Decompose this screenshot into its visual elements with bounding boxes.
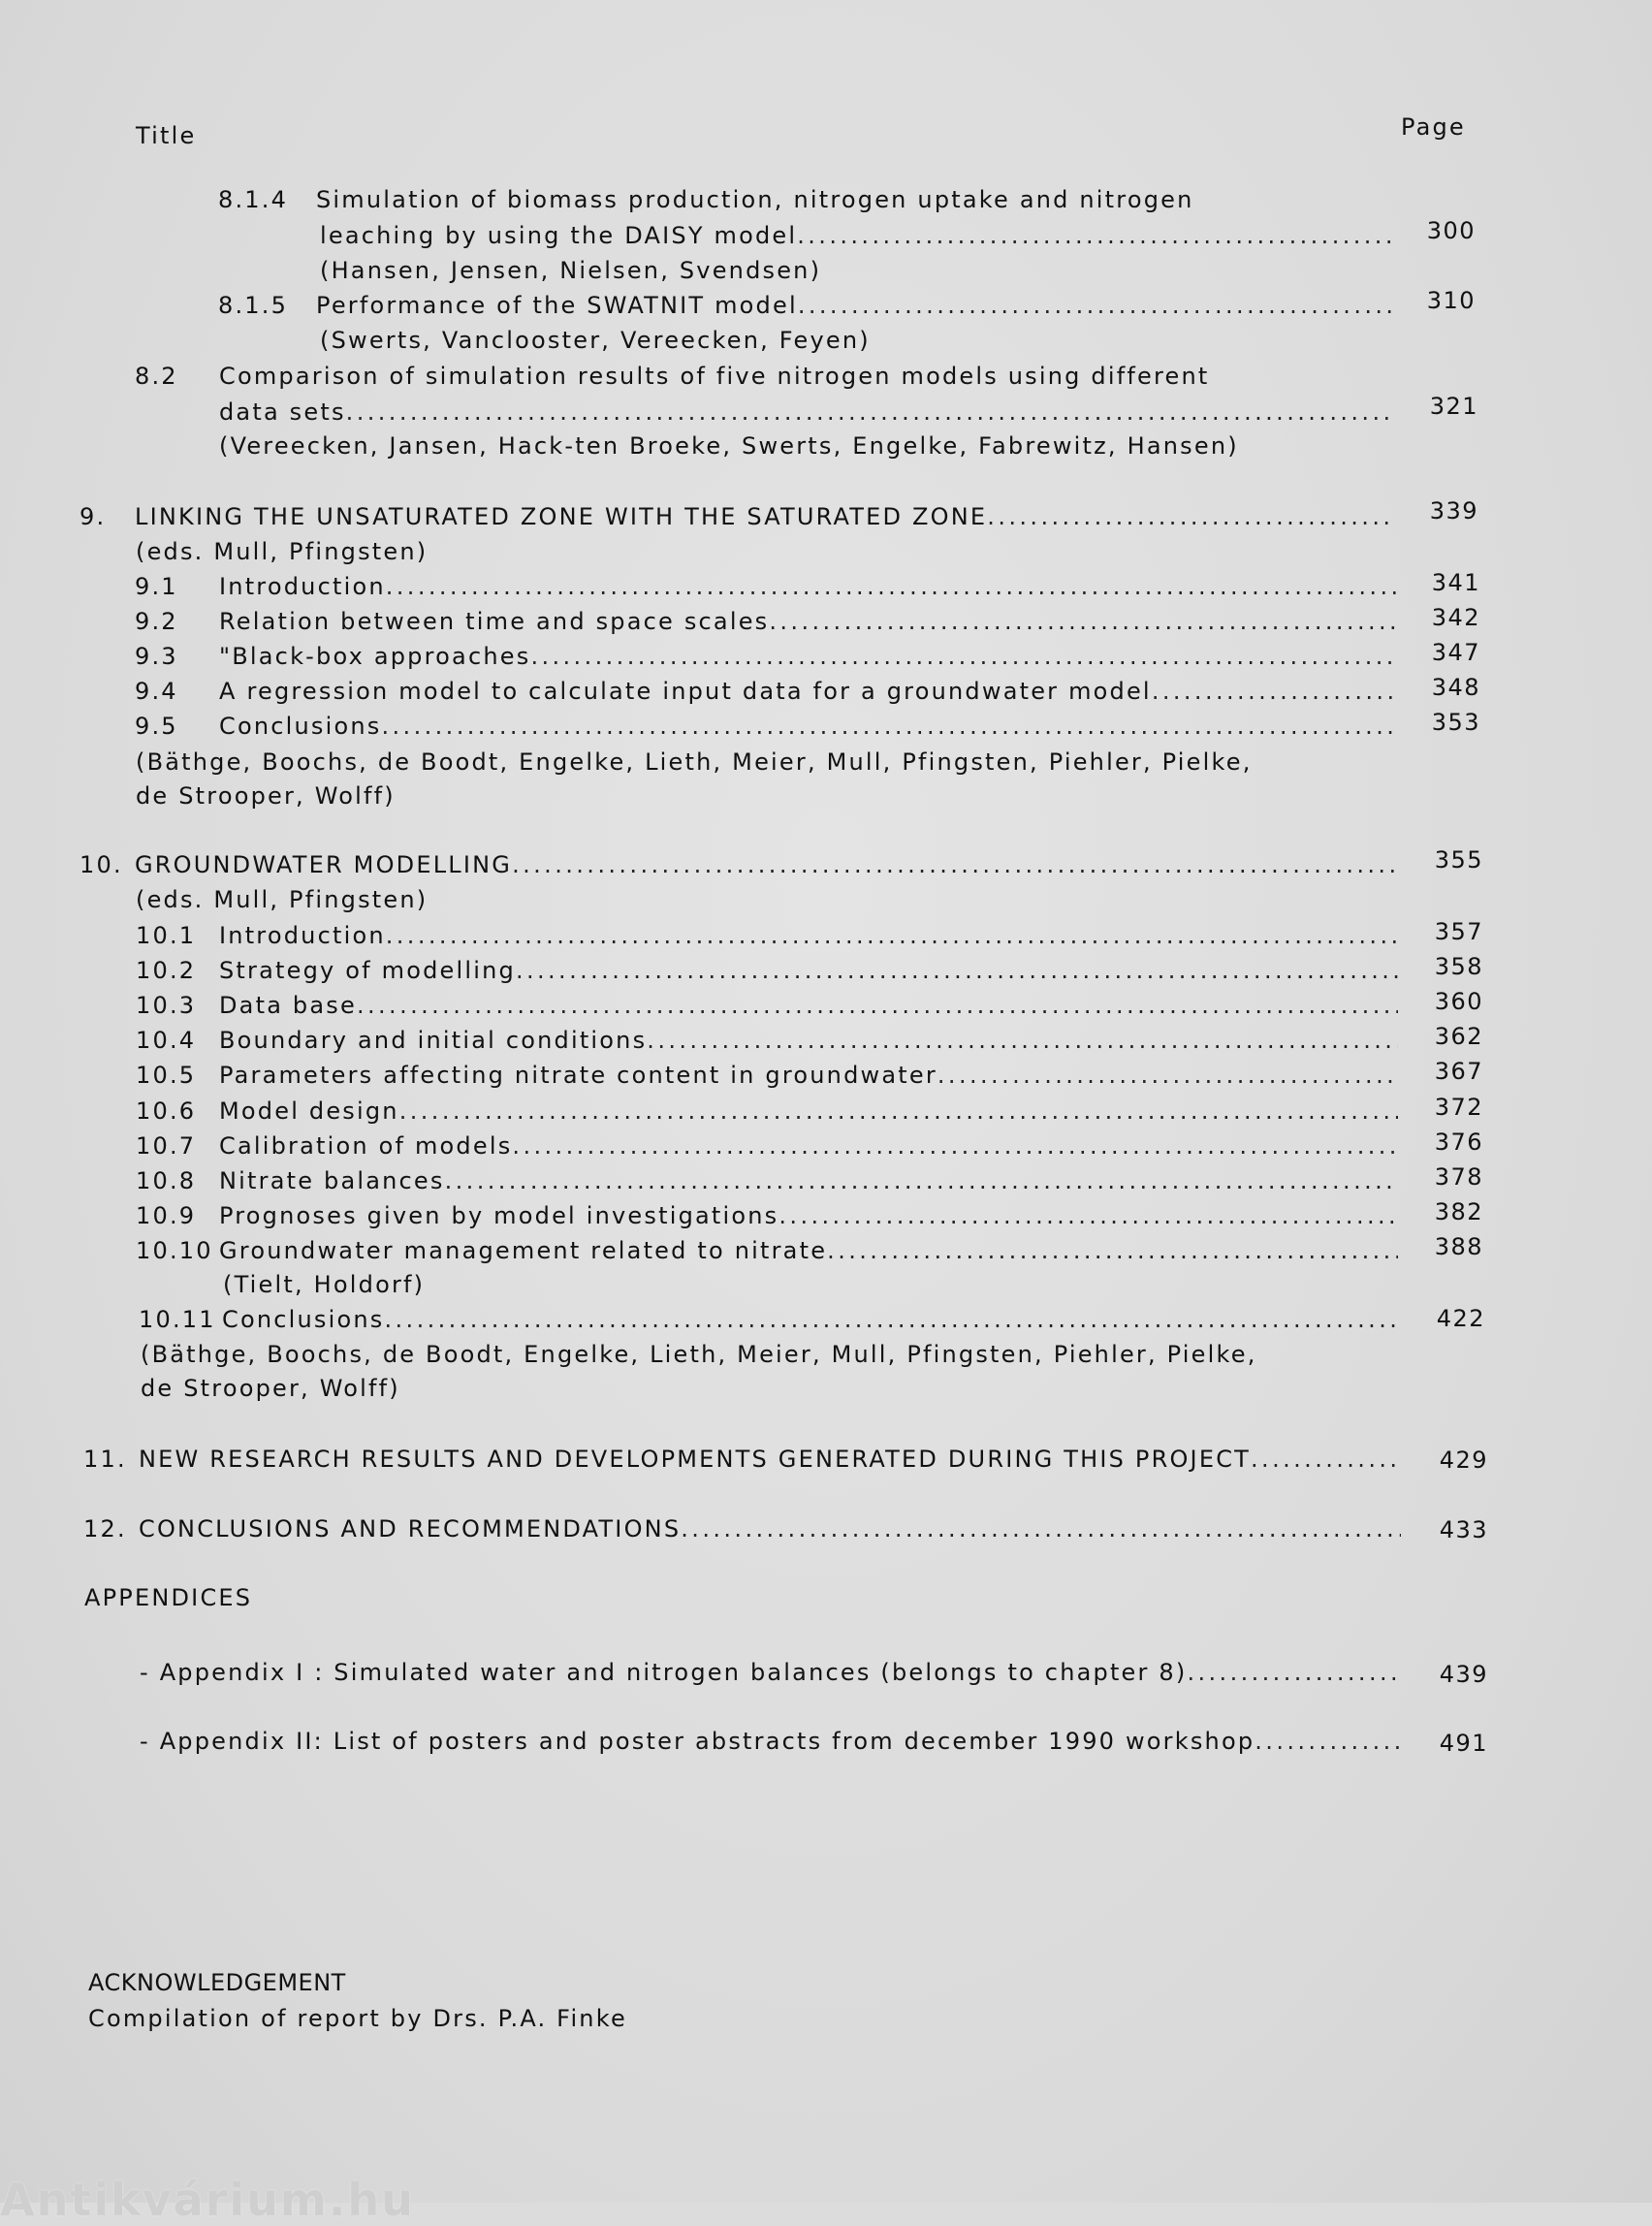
toc-title: Model design bbox=[219, 1097, 399, 1125]
appendices-heading: APPENDICES bbox=[84, 1584, 253, 1611]
toc-number-ch11: 11. bbox=[83, 1446, 127, 1473]
dot-leader bbox=[1251, 1445, 1401, 1474]
toc-page-8-1-5: 310 bbox=[1426, 287, 1476, 314]
toc-authors-8-2: (Vereecken, Jansen, Hack-ten Broeke, Swerts, Engelke, Fabrewitz, Hansen) bbox=[219, 432, 1239, 460]
toc-number: 10.3 bbox=[136, 992, 197, 1020]
toc-number: 9.2 bbox=[135, 608, 178, 635]
toc-entry bbox=[219, 677, 1396, 706]
page-column-label: Page bbox=[1401, 113, 1466, 141]
toc-page: 353 bbox=[1431, 709, 1480, 736]
dot-leader bbox=[1255, 1727, 1401, 1756]
toc-entry bbox=[219, 1061, 1398, 1090]
toc-page-appendix-1: 439 bbox=[1439, 1661, 1488, 1688]
toc-number: 10.6 bbox=[136, 1097, 197, 1125]
toc-entry-8-1-4 bbox=[320, 221, 1394, 250]
toc-title-ch12: CONCLUSIONS AND RECOMMENDATIONS bbox=[139, 1515, 682, 1542]
dot-leader bbox=[445, 1166, 1398, 1195]
toc-page: 357 bbox=[1434, 918, 1483, 945]
toc-entry bbox=[219, 1131, 1398, 1161]
toc-title: Conclusions bbox=[219, 713, 382, 740]
dot-leader bbox=[797, 221, 1394, 250]
toc-title-8-1-4-line1: Simulation of biomass production, nitrogen uptake and nitrogen bbox=[316, 186, 1194, 213]
dot-leader bbox=[512, 850, 1397, 879]
toc-title: Data base bbox=[219, 992, 357, 1020]
dot-leader bbox=[386, 572, 1396, 601]
toc-authors-10-10: (Tielt, Holdorf) bbox=[223, 1271, 426, 1298]
toc-page-10-11: 422 bbox=[1436, 1305, 1485, 1332]
toc-entry bbox=[219, 1166, 1398, 1195]
toc-page: 342 bbox=[1431, 604, 1480, 631]
dot-leader bbox=[769, 607, 1396, 636]
toc-page-8-1-4: 300 bbox=[1426, 217, 1476, 244]
toc-title: Calibration of models bbox=[219, 1131, 513, 1160]
dot-leader bbox=[512, 1131, 1398, 1161]
toc-number: 10.8 bbox=[136, 1166, 197, 1194]
toc-entry-ch9 bbox=[135, 502, 1395, 531]
toc-entry bbox=[219, 991, 1398, 1020]
toc-entry bbox=[219, 1201, 1398, 1230]
toc-number-ch10: 10. bbox=[79, 851, 123, 878]
dot-leader bbox=[386, 921, 1398, 950]
toc-entry bbox=[219, 921, 1398, 950]
toc-page: 376 bbox=[1434, 1128, 1483, 1156]
toc-authors-8-1-4: (Hansen, Jensen, Nielsen, Svendsen) bbox=[320, 257, 822, 284]
toc-title-appendix-2: - Appendix II: List of posters and poster abstracts from december 1990 workshop bbox=[140, 1728, 1255, 1755]
toc-page: 347 bbox=[1431, 639, 1480, 666]
toc-title: Prognoses given by model investigations bbox=[219, 1201, 779, 1229]
dot-leader bbox=[987, 502, 1395, 531]
toc-page: 341 bbox=[1431, 569, 1480, 596]
toc-page-8-2: 321 bbox=[1429, 393, 1478, 420]
toc-entry bbox=[219, 642, 1396, 671]
toc-title-8-1-4-line2: leaching by using the DAISY model bbox=[320, 222, 798, 249]
toc-number: 10.4 bbox=[136, 1027, 197, 1055]
toc-title: Introduction bbox=[219, 922, 386, 949]
toc-number: 10.1 bbox=[136, 922, 197, 949]
toc-title-appendix-1: - Appendix I : Simulated water and nitrogen balances (belongs to chapter 8) bbox=[140, 1659, 1188, 1686]
toc-entry-ch10 bbox=[135, 850, 1397, 879]
dot-leader bbox=[516, 956, 1398, 985]
dot-leader bbox=[399, 1097, 1398, 1126]
toc-title-8-2-line2: data sets bbox=[219, 398, 346, 426]
toc-authors-ch9-line2: de Strooper, Wolff) bbox=[136, 782, 396, 810]
toc-entry bbox=[219, 607, 1396, 636]
toc-page-ch11: 429 bbox=[1439, 1447, 1488, 1474]
toc-title: Nitrate balances bbox=[219, 1166, 445, 1194]
dot-leader bbox=[382, 712, 1397, 741]
toc-page: 367 bbox=[1434, 1058, 1483, 1086]
toc-page-ch12: 433 bbox=[1439, 1516, 1488, 1543]
toc-authors-ch9-line1: (Bäthge, Boochs, de Boodt, Engelke, Lieth, Meier, Mull, Pfingsten, Piehler, Pielke, bbox=[136, 748, 1253, 776]
toc-title: "Black-box approaches bbox=[219, 643, 531, 670]
toc-number: 10.7 bbox=[136, 1131, 197, 1160]
toc-number: 10.5 bbox=[136, 1062, 197, 1090]
toc-number: 9.4 bbox=[135, 678, 178, 705]
dot-leader bbox=[385, 1305, 1400, 1334]
acknowledgement-text: Compilation of report by Drs. P.A. Finke bbox=[88, 2005, 627, 2032]
toc-number: 9.5 bbox=[135, 713, 178, 740]
toc-page-appendix-2: 491 bbox=[1439, 1730, 1488, 1757]
toc-number: 10.9 bbox=[136, 1201, 197, 1229]
toc-number-8-1-4: 8.1.4 bbox=[218, 186, 289, 213]
toc-number-ch12: 12. bbox=[83, 1515, 127, 1542]
toc-title: A regression model to calculate input data for a groundwater model bbox=[219, 678, 1152, 705]
toc-entry-8-2 bbox=[219, 398, 1396, 427]
toc-entry bbox=[219, 1236, 1398, 1265]
toc-authors-ch10-line2: de Strooper, Wolff) bbox=[141, 1375, 400, 1402]
title-column-label: Title bbox=[136, 122, 197, 149]
toc-title: Boundary and initial conditions bbox=[219, 1027, 648, 1055]
toc-title: Groundwater management related to nitrate bbox=[219, 1236, 828, 1264]
toc-page: 378 bbox=[1434, 1162, 1483, 1191]
dot-leader bbox=[778, 1201, 1398, 1230]
toc-entry-appendix-2 bbox=[140, 1727, 1401, 1756]
dot-leader bbox=[937, 1061, 1398, 1090]
toc-page: 362 bbox=[1434, 1023, 1483, 1051]
toc-number-ch9: 9. bbox=[79, 503, 107, 530]
dot-leader bbox=[681, 1514, 1401, 1543]
toc-editors-ch9: (eds. Mull, Pfingsten) bbox=[136, 538, 429, 565]
toc-title-ch10: GROUNDWATER MODELLING bbox=[135, 851, 513, 878]
toc-number: 9.3 bbox=[135, 643, 178, 670]
toc-number-10-11: 10.11 bbox=[139, 1306, 216, 1333]
toc-entry-10-11 bbox=[222, 1305, 1399, 1334]
toc-number-8-2: 8.2 bbox=[135, 363, 178, 390]
toc-entry bbox=[219, 1097, 1398, 1126]
toc-title: Parameters affecting nitrate content in groundwater bbox=[219, 1062, 937, 1090]
toc-number-8-1-5: 8.1.5 bbox=[218, 292, 289, 319]
toc-page: 382 bbox=[1434, 1197, 1483, 1225]
toc-entry bbox=[219, 572, 1396, 601]
toc-page: 348 bbox=[1431, 674, 1480, 701]
dot-leader bbox=[647, 1026, 1398, 1055]
toc-number: 10.2 bbox=[136, 957, 197, 985]
toc-number: 9.1 bbox=[135, 573, 178, 600]
toc-entry-appendix-1 bbox=[140, 1658, 1401, 1687]
toc-page: 372 bbox=[1434, 1093, 1483, 1121]
toc-number: 10.10 bbox=[136, 1236, 213, 1264]
toc-title: Relation between time and space scales bbox=[219, 608, 770, 635]
toc-authors-8-1-5: (Swerts, Vanclooster, Vereecken, Feyen) bbox=[320, 327, 871, 354]
toc-title-8-2-line1: Comparison of simulation results of five nitrogen models using different bbox=[219, 363, 1210, 390]
dot-leader bbox=[530, 642, 1396, 671]
toc-page: 388 bbox=[1434, 1232, 1483, 1260]
toc-entry bbox=[219, 956, 1398, 985]
toc-title-10-11: Conclusions bbox=[222, 1306, 385, 1333]
toc-title: Introduction bbox=[219, 573, 386, 600]
dot-leader bbox=[357, 991, 1398, 1020]
toc-page-ch10: 355 bbox=[1434, 846, 1483, 874]
dot-leader bbox=[827, 1236, 1398, 1265]
toc-entry bbox=[219, 1026, 1398, 1055]
toc-page: 360 bbox=[1434, 988, 1483, 1016]
toc-authors-ch10-line1: (Bäthge, Boochs, de Boodt, Engelke, Lieth, Meier, Mull, Pfingsten, Piehler, Pielke, bbox=[141, 1341, 1257, 1368]
toc-entry-ch12 bbox=[139, 1514, 1401, 1543]
watermark: Antikvárium.hu bbox=[0, 2174, 415, 2226]
dot-leader bbox=[798, 291, 1394, 320]
toc-page-ch9: 339 bbox=[1429, 497, 1478, 525]
toc-title-ch9: LINKING THE UNSATURATED ZONE WITH THE SATURATED ZONE bbox=[135, 503, 988, 530]
toc-entry bbox=[219, 712, 1396, 741]
toc-title: Strategy of modelling bbox=[219, 957, 516, 985]
dot-leader bbox=[1152, 677, 1396, 706]
toc-title-8-1-5: Performance of the SWATNIT model bbox=[316, 292, 798, 319]
dot-leader bbox=[1187, 1658, 1401, 1687]
dot-leader bbox=[346, 398, 1396, 427]
toc-entry-ch11 bbox=[139, 1445, 1401, 1474]
toc-title-ch11: NEW RESEARCH RESULTS AND DEVELOPMENTS GENERATED DURING THIS PROJECT bbox=[139, 1446, 1252, 1473]
toc-editors-ch10: (eds. Mull, Pfingsten) bbox=[136, 886, 429, 913]
toc-entry-8-1-5 bbox=[316, 291, 1394, 320]
toc-page: 358 bbox=[1434, 953, 1483, 981]
acknowledgement-heading: ACKNOWLEDGEMENT bbox=[88, 1969, 346, 1996]
